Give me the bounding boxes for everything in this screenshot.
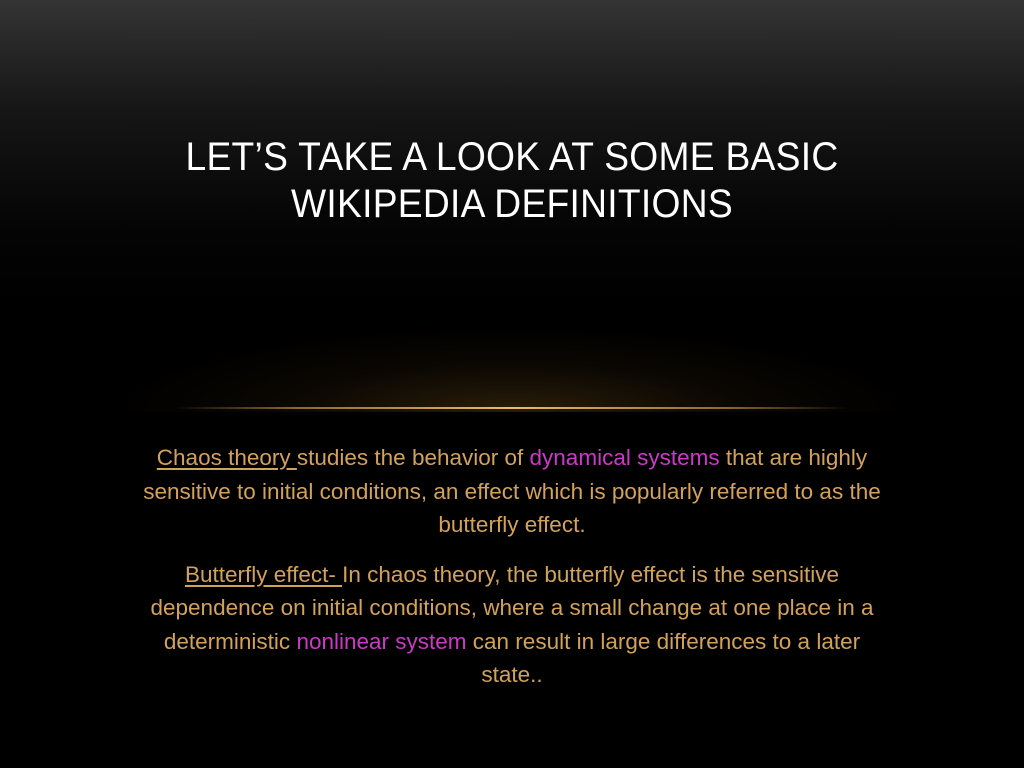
slide-title-line-2: WIKIPEDIA DEFINITIONS [291, 182, 733, 226]
definition-text: that are highly sensitive to initial conditions, an effect which is popularly referred to as the butterfly effect. [143, 445, 881, 537]
slide-body [140, 441, 884, 692]
chaos-theory-link[interactable]: Chaos theory [156, 445, 297, 470]
definition-butterfly-effect [140, 558, 884, 692]
highlight-nonlinear-system: nonlinear system [296, 628, 467, 654]
slide-title [140, 134, 884, 228]
highlight-dynamical-systems: dynamical systems [529, 445, 720, 470]
definition-text: In chaos theory, the butterfly effect is the sensitive dependence on initial conditions, where a small change at one place in a deterministic [150, 561, 874, 654]
butterfly-effect-link[interactable]: Butterfly effect- [184, 561, 343, 587]
definition-chaos-theory [140, 441, 884, 542]
definition-text: studies the behavior of [296, 445, 530, 470]
gold-divider [176, 407, 848, 409]
slide-title-line-1: LET’S TAKE A LOOK AT SOME BASIC [185, 135, 839, 179]
definition-text: can result in large differences to a later state.. [466, 628, 861, 687]
divider-glow [120, 328, 904, 412]
